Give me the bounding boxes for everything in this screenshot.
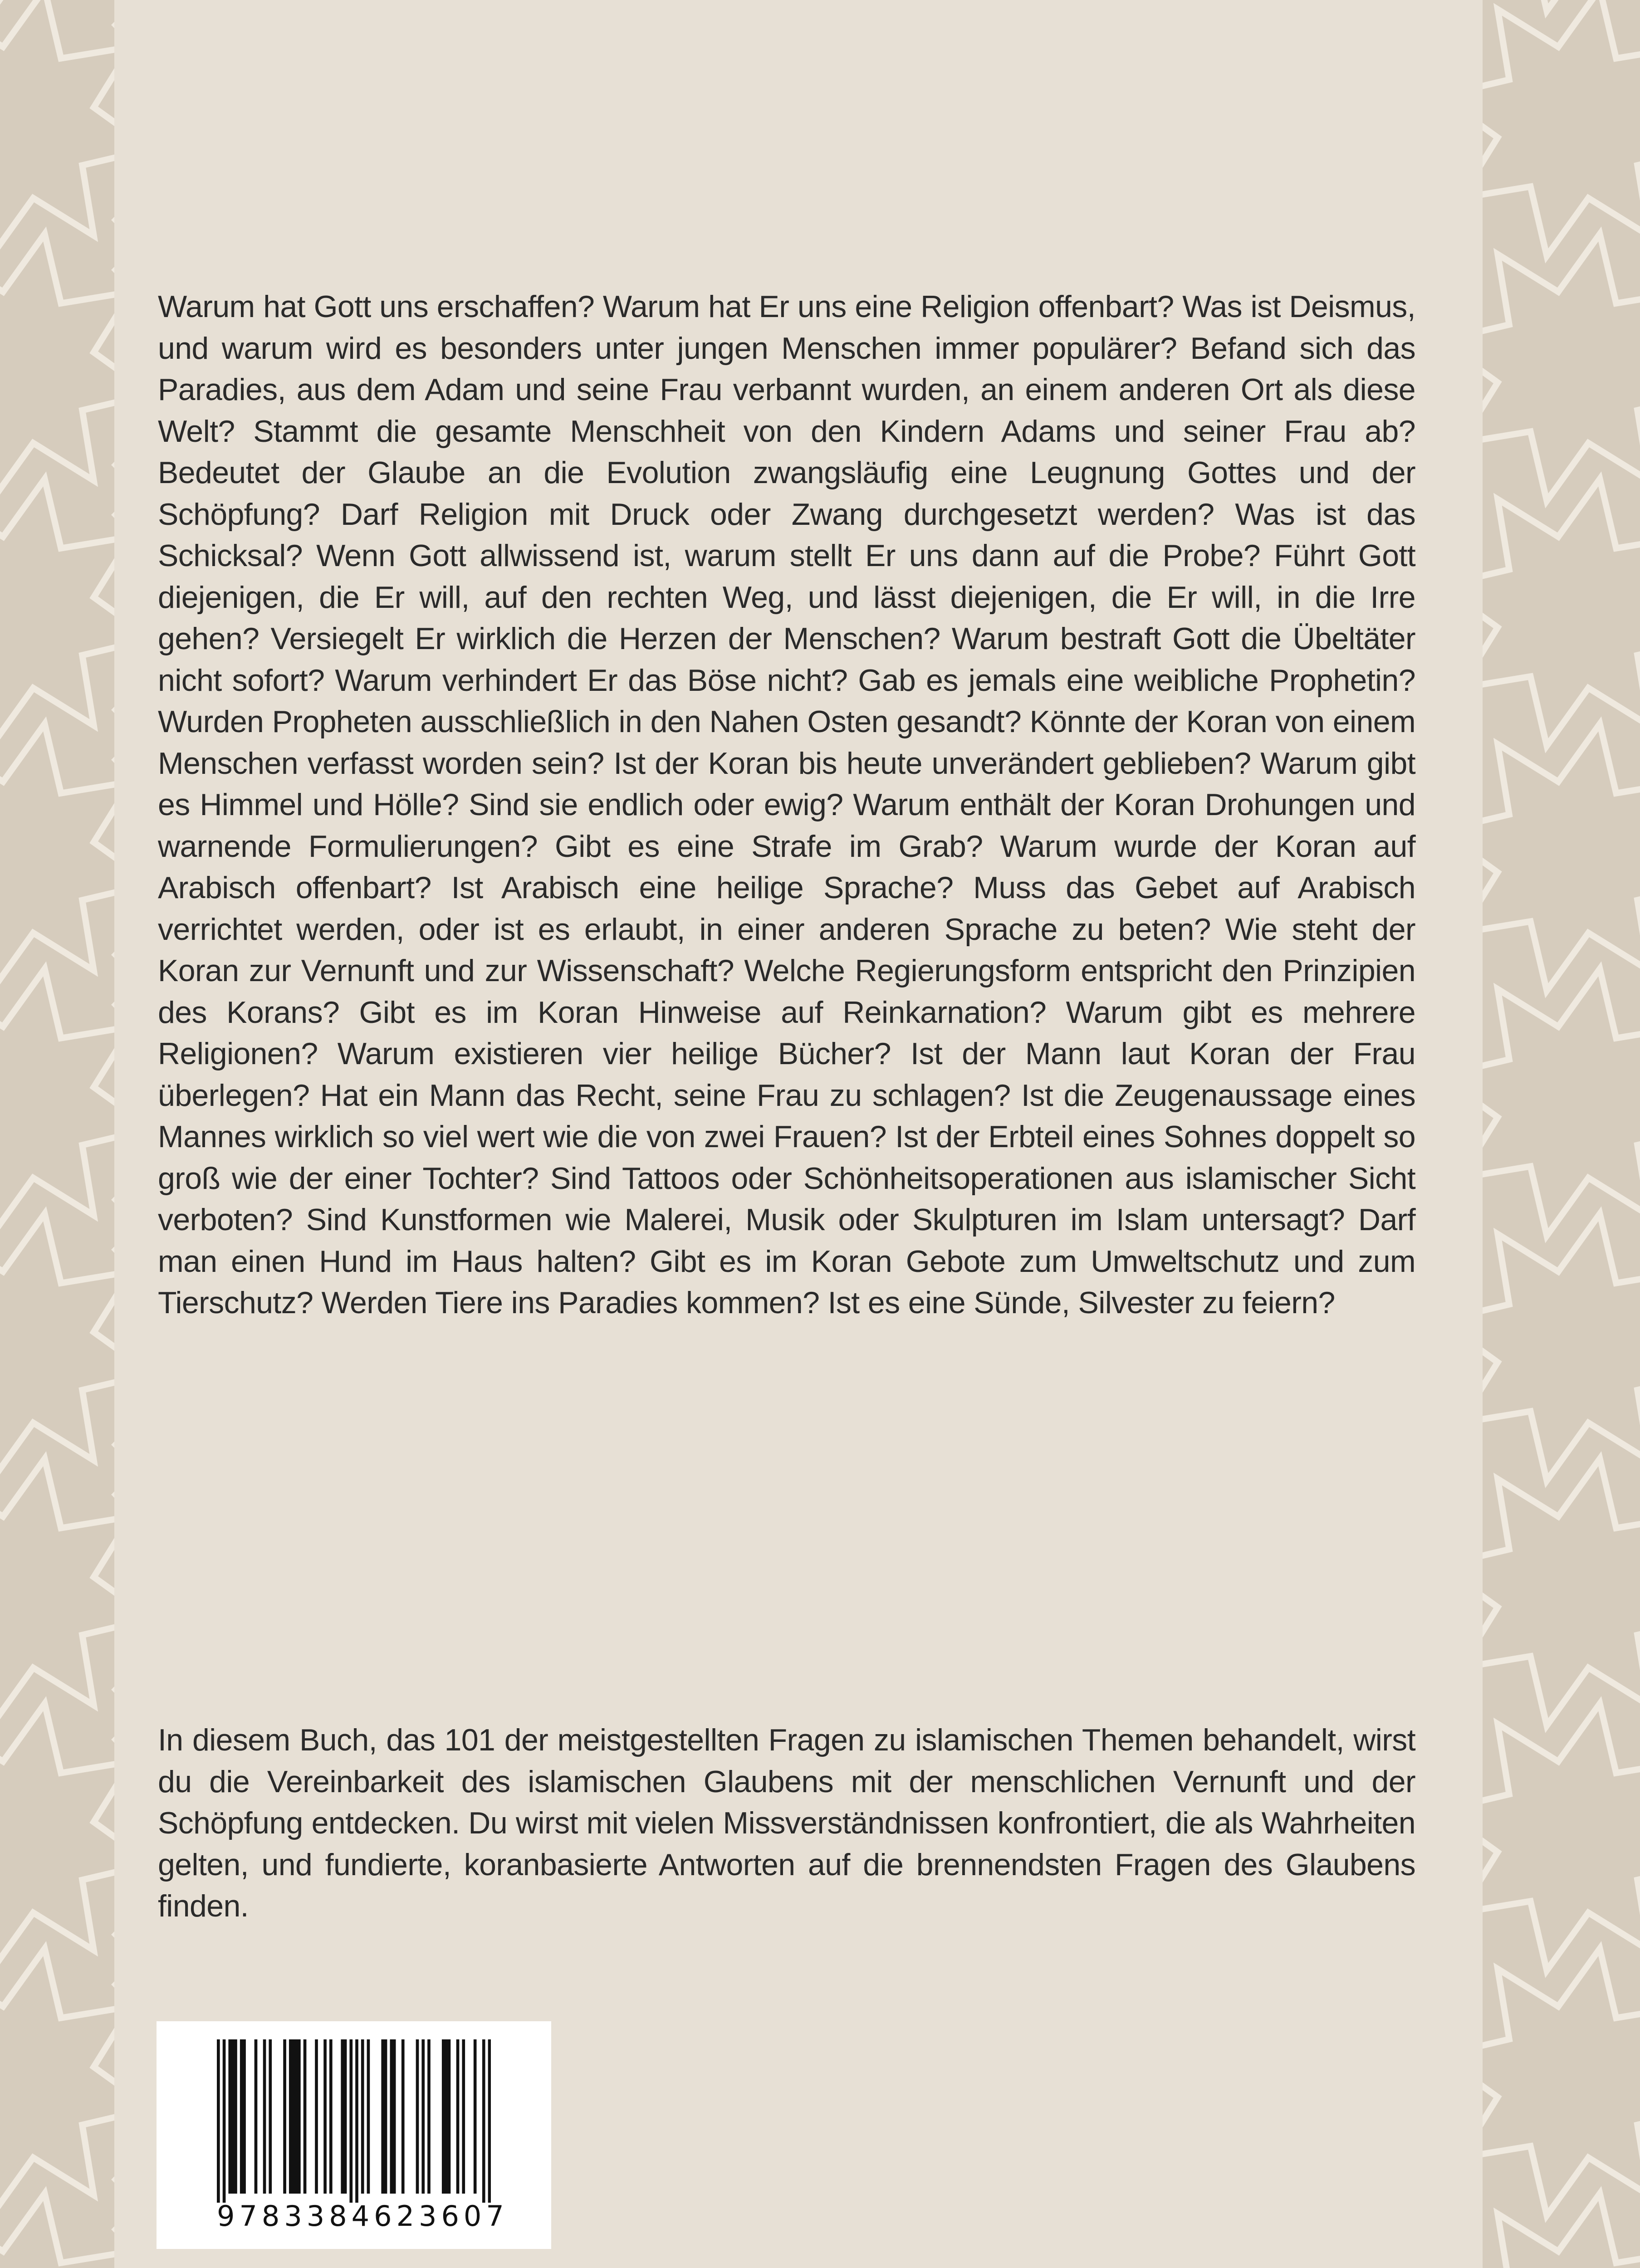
barcode-bar bbox=[217, 2039, 220, 2210]
barcode-bar bbox=[474, 2039, 477, 2194]
barcode-bar bbox=[427, 2039, 431, 2194]
barcode-bar bbox=[289, 2039, 292, 2194]
barcode-bar bbox=[448, 2039, 451, 2194]
barcode-bar bbox=[240, 2039, 243, 2194]
barcode-bar bbox=[298, 2039, 301, 2194]
barcode-bar bbox=[231, 2039, 235, 2194]
barcode-bar bbox=[367, 2039, 370, 2194]
barcode-bar bbox=[462, 2039, 465, 2194]
barcode-bar bbox=[381, 2039, 384, 2194]
barcode-bar bbox=[445, 2039, 448, 2194]
barcode-bar bbox=[416, 2039, 419, 2194]
barcode-bar bbox=[401, 2039, 405, 2194]
barcode-bar bbox=[304, 2039, 307, 2194]
barcode-bar bbox=[329, 2039, 333, 2194]
islamic-star-pattern-icon bbox=[0, 0, 114, 2268]
barcode-bar bbox=[315, 2039, 318, 2194]
book-description-paragraph: In diesem Buch, das 101 der meistgestellten Fragen zu islamischen Themen behandelt, wirst du die Vereinbarkeit des islamischen Glaubens mit der menschlichen Vernunft und der Schöpfung entdecken. Du wirst mit vielen Missverständnissen konfrontiert, die als Wahrheiten gelten, und fundierte, koranbasierte Antworten auf die brennendsten Fragen des Glaubens finden. bbox=[158, 1723, 1415, 1923]
barcode-bar bbox=[349, 2039, 352, 2210]
barcode-bar bbox=[234, 2039, 237, 2194]
barcode-bar bbox=[421, 2039, 425, 2194]
barcode-bar bbox=[228, 2039, 231, 2194]
barcode-bar bbox=[390, 2039, 393, 2194]
barcode-bar bbox=[269, 2039, 272, 2194]
barcode-bar bbox=[341, 2039, 344, 2194]
barcode-bar bbox=[295, 2039, 298, 2194]
right-decorative-pattern bbox=[1483, 0, 1640, 2268]
barcode-bar bbox=[442, 2039, 445, 2194]
barcode-bar bbox=[488, 2039, 491, 2210]
barcode-bar bbox=[292, 2039, 295, 2194]
barcode-bar bbox=[243, 2039, 246, 2194]
barcode-bar bbox=[255, 2039, 258, 2194]
barcode-bar bbox=[323, 2039, 327, 2194]
isbn-barcode-box bbox=[157, 2021, 551, 2249]
isbn-number: 9783384623607 bbox=[217, 2200, 509, 2233]
left-decorative-pattern bbox=[0, 0, 114, 2268]
barcode-bar bbox=[482, 2039, 485, 2210]
barcode-bar bbox=[456, 2039, 460, 2194]
barcode-bar bbox=[384, 2039, 387, 2194]
barcode-icon bbox=[217, 2039, 491, 2210]
barcode-bar bbox=[361, 2039, 364, 2194]
barcode-bar bbox=[223, 2039, 226, 2210]
islamic-star-pattern-icon bbox=[1483, 0, 1640, 2268]
barcode-bar bbox=[283, 2039, 286, 2194]
barcode-bar bbox=[344, 2039, 347, 2194]
questions-paragraph: Warum hat Gott uns erschaffen? Warum hat Er uns eine Religion offenbart? Was ist Deismus, und warum wird es besonders unter jungen Menschen immer populärer? Befand sich das Paradies, aus dem Adam und seine Frau verbannt wurden, an einem anderen Ort als diese Welt? Stammt die gesamte Menschheit von den Kindern Adams und seiner Frau ab? Bedeutet der Glaube an die Evolution zwangsläufig eine Leugnung Gottes und der Schöpfung? Darf Religion mit Druck oder Zwang durchgesetzt werden? Was ist das Schicksal? Wenn Gott allwissend ist, warum stellt Er uns dann auf die Probe? Führt Gott diejenigen, die Er will, auf den rechten Weg, und lässt diejenigen, die Er will, in die Irre gehen? Versiegelt Er wirklich die Herzen der Menschen? Warum bestraft Gott die Übeltäter nicht sofort? Warum verhindert Er das Böse nicht? Gab es jemals eine weibliche Prophetin? Wurden Propheten ausschließlich in den Nahen Osten gesandt? Könnte der Koran von einem Menschen verfasst worden sein? Ist der Koran bis heute unverändert geblieben? Warum gibt es Himmel und Hölle? Sind sie endlich oder ewig? Warum enthält der Koran Drohungen und warnende Formulierungen? Gibt es eine Strafe im Grab? Warum wurde der Koran auf Arabisch offenbart? Ist Arabisch eine heilige Sprache? Muss das Gebet auf Arabisch verrichtet werden, oder ist es erlaubt, in einer anderen Sprache zu beten? Wie steht der Koran zur Vernunft und zur Wissenschaft? Welche Regierungsform entspricht den Prinzipien des Korans? Gibt es im Koran Hinweise auf Reinkarnation? Warum gibt es mehrere Religionen? Warum existieren vier heilige Bücher? Ist der Mann laut Koran der Frau überlegen? Hat ein Mann das Recht, seine Frau zu schlagen? Ist die Zeugenaussage eines Mannes wirklich so viel wert wie die von zwei Frauen? Ist der Erbteil eines Sohnes doppelt so groß wie der einer Tochter? Sind Tattoos oder Schönheitsoperationen aus islamischer Sicht verboten? Sind Kunstformen wie Malerei, Musik oder Skulpturen im Islam untersagt? Darf man einen Hund im Haus halten? Gibt es im Koran Gebote zum Umweltschutz und zum Tierschutz? Werden Tiere ins Paradies kommen? Ist es eine Sünde, Silvester zu feiern? bbox=[158, 289, 1415, 1320]
barcode-bar bbox=[355, 2039, 358, 2210]
barcode-bar bbox=[393, 2039, 396, 2194]
barcode-bar bbox=[263, 2039, 266, 2194]
